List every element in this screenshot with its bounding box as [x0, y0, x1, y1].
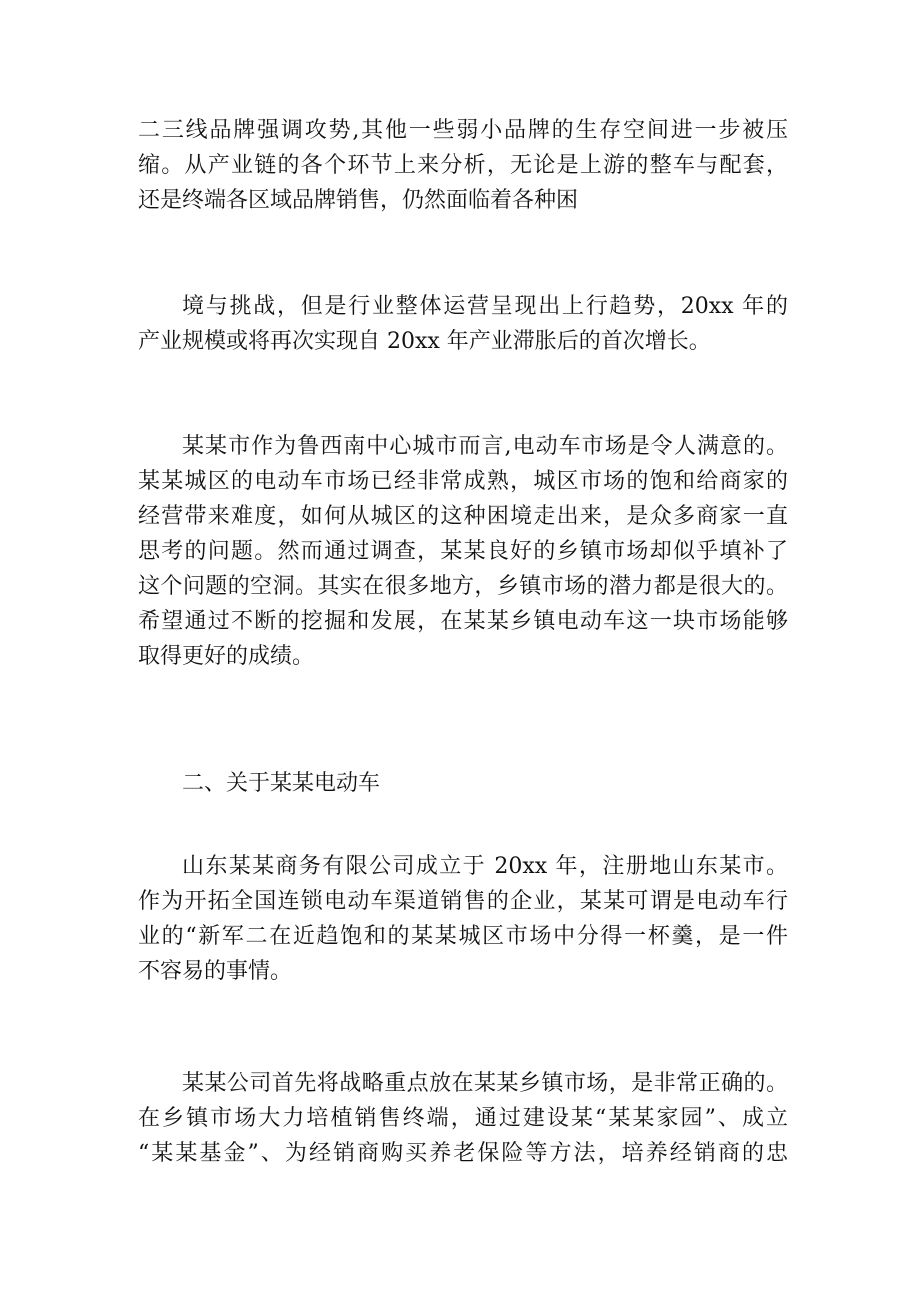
paragraph-city-market — [138, 429, 788, 674]
paragraph-industry-growth — [138, 289, 788, 359]
paragraph-industry-pressure — [138, 113, 788, 218]
text-line: 某某城区的电动车市场已经非常成熟，城区市场的饱和给商家的 — [138, 469, 788, 494]
text-line: 某某公司首先将战略重点放在某某乡镇市场，是非常正确的。 — [182, 1071, 788, 1096]
text-line: 业的“新军二在近趋饱和的某某城区市场中分得一杯羹，是一件 — [138, 924, 788, 949]
text-line: 缩。从产业链的各个环节上来分析，无论是上游的整车与配套， — [138, 153, 788, 178]
text-line: 还是终端各区域品牌销售，仍然面临着各种困 — [138, 188, 579, 213]
text-line: 经营带来难度，如何从城区的这种困境走出来，是众多商家一直 — [138, 504, 788, 529]
paragraph-company-strategy — [138, 1066, 788, 1171]
text-line: 取得更好的成绩。 — [138, 644, 315, 669]
text-line: 产业规模或将再次实现自 20xx 年产业滞胀后的首次增长。 — [138, 329, 711, 354]
text-line: 在乡镇市场大力培植销售终端，通过建设某“某某家园”、成立 — [138, 1106, 788, 1131]
text-line: 二三线品牌强调攻势,其他一些弱小品牌的生存空间进一步被压 — [138, 118, 788, 143]
text-line: 这个问题的空洞。其实在很多地方，乡镇市场的潜力都是很大的。 — [138, 574, 788, 599]
text-line: 境与挑战，但是行业整体运营呈现出上行趋势，20xx 年的 — [182, 294, 788, 319]
text-line: 作为开拓全国连锁电动车渠道销售的企业，某某可谓是电动车行 — [138, 889, 788, 914]
text-line: 某某市作为鲁西南中心城市而言,电动车市场是令人满意的。 — [182, 434, 788, 459]
paragraph-company-intro — [138, 849, 788, 989]
section-heading-text: 二、关于某某电动车 — [182, 771, 381, 796]
section-heading — [138, 766, 788, 801]
text-line: 思考的问题。然而通过调查，某某良好的乡镇市场却似乎填补了 — [138, 539, 788, 564]
text-line: 不容易的事情。 — [138, 959, 293, 984]
text-line: “某某基金”、为经销商购买养老保险等方法，培养经销商的忠 — [138, 1141, 788, 1166]
text-line: 山东某某商务有限公司成立于 20xx 年，注册地山东某市。 — [182, 854, 788, 879]
text-line: 希望通过不断的挖掘和发展，在某某乡镇电动车这一块市场能够 — [138, 609, 788, 634]
